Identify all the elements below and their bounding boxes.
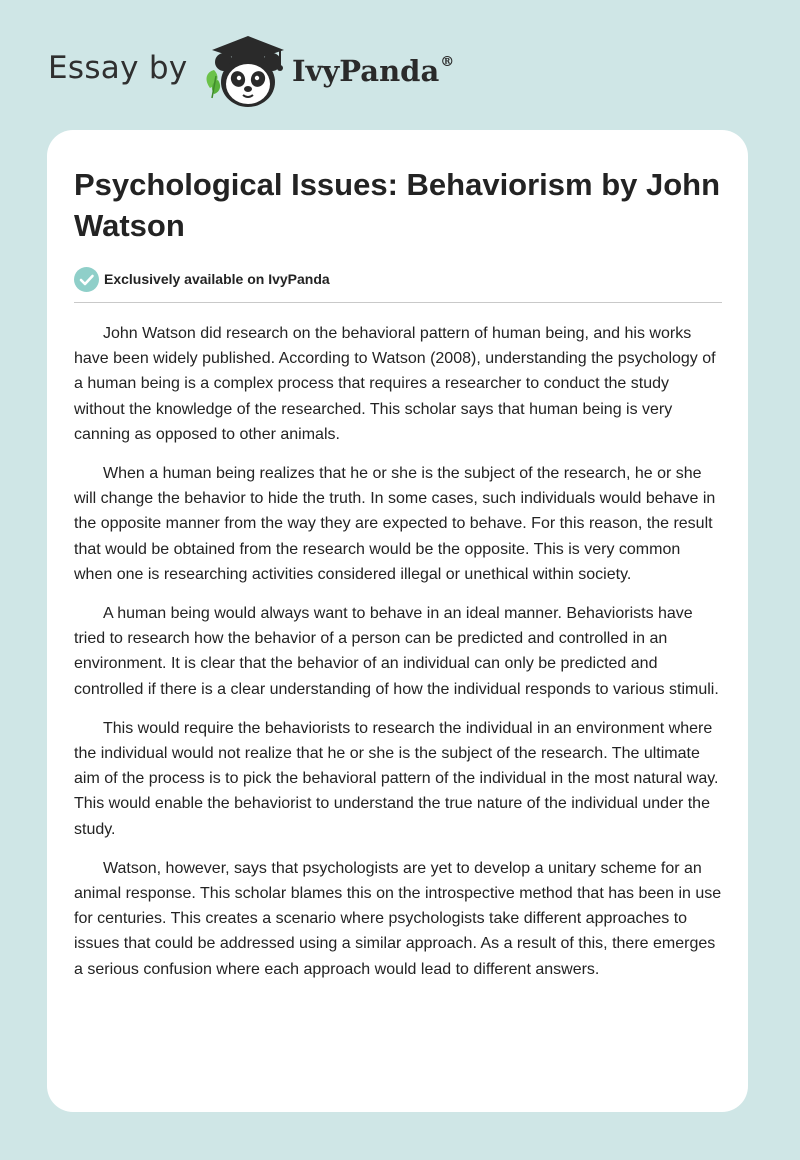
brand-header[interactable] xyxy=(48,30,508,114)
paragraph: Watson, however, says that psychologists are yet to develop a unitary scheme for an animal response. This scholar blames this on the introspective method that has been in use for centuries. This creates a scenario where psychologists take different approaches to issues that could be addressed using a similar approach. As a result of this, there emerges a serious confusion where each approach would lead to different answers. xyxy=(74,859,722,978)
paragraph: When a human being realizes that he or she is the subject of the research, he or she will change the behavior to hide the truth. In some cases, such individuals would behave in the opposite manner from the way they are expected to behave. For this reason, the result that would be obtained from the research would be the opposite. This is very common when one is researching activities considered illegal or unethical within society. xyxy=(74,465,716,583)
essay-card xyxy=(47,130,748,1112)
divider xyxy=(74,302,722,303)
brand-name: IvyPanda® xyxy=(292,54,455,88)
brand-prefix: Essay by xyxy=(48,50,188,86)
page-title: Psychological Issues: Behaviorism by John Watson xyxy=(74,167,721,243)
registered-mark: ® xyxy=(440,54,455,70)
badge-text: Exclusively available on IvyPanda xyxy=(104,271,330,287)
exclusive-badge xyxy=(74,266,722,292)
check-circle-icon xyxy=(74,267,99,292)
essay-body xyxy=(74,321,722,982)
paragraph: This would require the behaviorists to research the individual in an environment where the individual would not realize that he or she is the subject of the research. The ultimate aim of the process is to pick the behavioral pattern of the individual in the most natural way. This would enable the behaviorist to understand the true nature of the individual under the study. xyxy=(74,719,719,838)
paragraph: John Watson did research on the behavioral pattern of human being, and his works have been widely published. According to Watson (2008), understanding the psychology of a human being is a complex process that requires a researcher to conduct the study without the knowledge of the researched. This scholar says that human being is very canning as opposed to other animals. xyxy=(74,325,716,443)
paragraph: A human being would always want to behave in an ideal manner. Behaviorists have tried to research how the behavior of a person can be predicted and controlled in an environment. It is clear that the behavior of an individual can only be predicted and controlled if there is a clear understanding of how the individual responds to various stimuli. xyxy=(74,605,719,698)
panda-graduate-icon xyxy=(200,32,292,112)
